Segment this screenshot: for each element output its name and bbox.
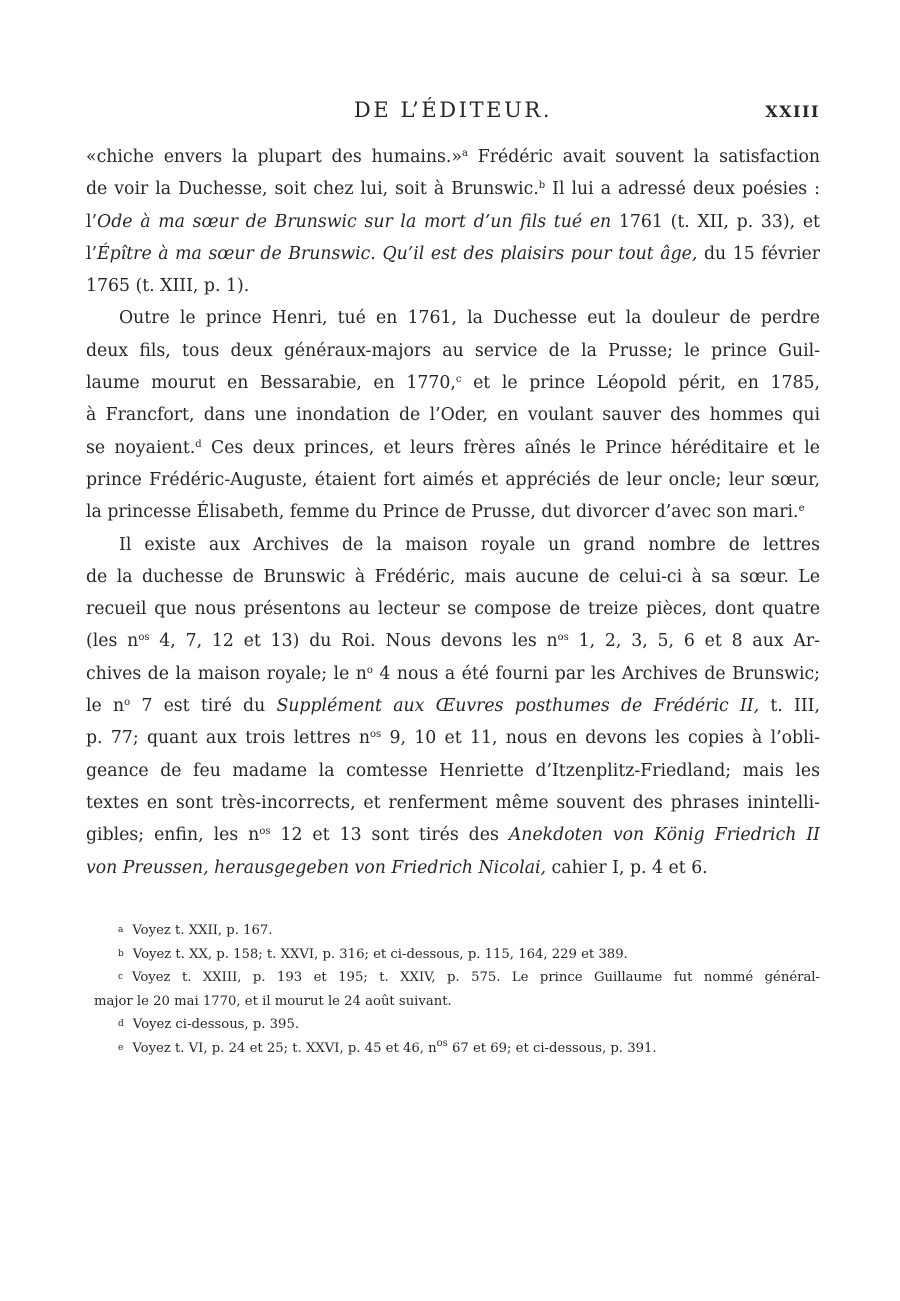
footnote-c: c Voyez t. XXIII, p. 193 et 195; t. XXIV, p. 575. Le prince Guillaume fut nommé général- (118, 970, 820, 985)
text-line: recueil que nous présentons au lecteur se compose de treize pièces, dont quatre (86, 599, 820, 620)
text-line: le $n^o$ 7 est tiré du Supplément aux Œuvres posthumes de Frédéric II, t. III, (86, 696, 820, 717)
body-text (86, 141, 820, 884)
running-head (86, 98, 820, 128)
text-line: la princesse Élisabeth, femme du Prince de Prusse, dut divorcer d’avec son mari.$^e$ (86, 502, 805, 523)
text-line: se noyaient.$^d$ Ces deux princes, et leurs frères aînés le Prince héréditaire et le (86, 437, 820, 458)
footnote-a: a Voyez t. XXII, p. 167. (118, 923, 273, 938)
text-line: de voir la Duchesse, soit chez lui, soit à Brunswic.$^b$ Il lui a adressé deux poésies : (86, 179, 820, 200)
text-line: (les $n^{os}$ 4, 7, 12 et 13) du Roi. Nous devons les $n^{os}$ 1, 2, 3, 5, 6 et 8 aux Ar- (86, 631, 821, 652)
text-line: Il existe aux Archives de la maison royale un grand nombre de lettres (119, 534, 820, 555)
text-line: prince Frédéric-Auguste, étaient fort aimés et appréciés de leur oncle; leur sœur, (86, 469, 820, 490)
footnote-ref[interactable]: d (195, 438, 202, 450)
footnote-ref[interactable]: a (462, 148, 468, 159)
text-line: von Preussen, herausgegeben von Friedrich Nicolai, cahier I, p. 4 et 6. (86, 857, 708, 878)
text-line: «chiche envers la plupart des humains.»$^a$ Frédéric avait souvent la satisfaction (86, 147, 820, 167)
text-line: 1765 (t. XIII, p. 1). (86, 276, 250, 297)
text-line: textes en sont très-incorrects, et renferment même souvent des phrases inintelli- (86, 792, 820, 813)
text-line: laume mourut en Bessarabie, en 1770,$^c$ et le prince Léopold périt, en 1785, (86, 373, 820, 394)
footnote-e: e Voyez t. VI, p. 24 et 25; t. XXVI, p. 45 et 46, $n^{os}$ 67 et 69; et ci-dessous, p. 391. (118, 1037, 657, 1056)
text-line: l’Épître à ma sœur de Brunswic. Qu’il est des plaisirs pour tout âge, du 15 février (86, 243, 820, 264)
footnotes (94, 919, 820, 1060)
footnote-c-continued: major le 20 mai 1770, et il mourut le 24 août suivant. (94, 993, 452, 1009)
footnote-ref[interactable]: b (538, 180, 546, 192)
text-line: chives de la maison royale; le $n^o$ 4 nous a été fourni par les Archives de Brunswic; (86, 663, 820, 684)
text-line: deux fils, tous deux généraux-majors au service de la Prusse; le prince Guil- (86, 340, 820, 361)
text-line: de la duchesse de Brunswic à Frédéric, mais aucune de celui-ci à sa sœur. Le (86, 566, 820, 587)
footnote-ref[interactable]: c (455, 374, 462, 386)
text-line: p. 77; quant aux trois lettres $n^{os}$ 9, 10 et 11, nous en devons les copies à l’obli- (86, 728, 820, 749)
text-line: l’Ode à ma sœur de Brunswic sur la mort d’un fils tué en 1761 (t. XII, p. 33), et (86, 211, 820, 232)
text-line: gibles; enfin, les $n^{os}$ 12 et 13 sont tirés des Anekdoten von König Friedrich II (86, 825, 821, 846)
footnote-b: b Voyez t. XX, p. 158; t. XXVI, p. 316; et ci-dessous, p. 115, 164, 229 et 389. (118, 946, 628, 962)
footnote-d: d Voyez ci-dessous, p. 395. (118, 1017, 300, 1032)
text-line: Outre le prince Henri, tué en 1761, la Duchesse eut la douleur de perdre (119, 308, 820, 329)
page-number: XXIII (765, 102, 820, 121)
text-line: geance de feu madame la comtesse Henriette d’Itzenplitz-Friedland; mais les (86, 760, 820, 781)
running-title: DE L’ÉDITEUR. (353, 98, 553, 122)
footnote-ref[interactable]: e (798, 503, 805, 515)
text-line: à Francfort, dans une inondation de l’Oder, en voulant sauver des hommes qui (86, 405, 820, 426)
